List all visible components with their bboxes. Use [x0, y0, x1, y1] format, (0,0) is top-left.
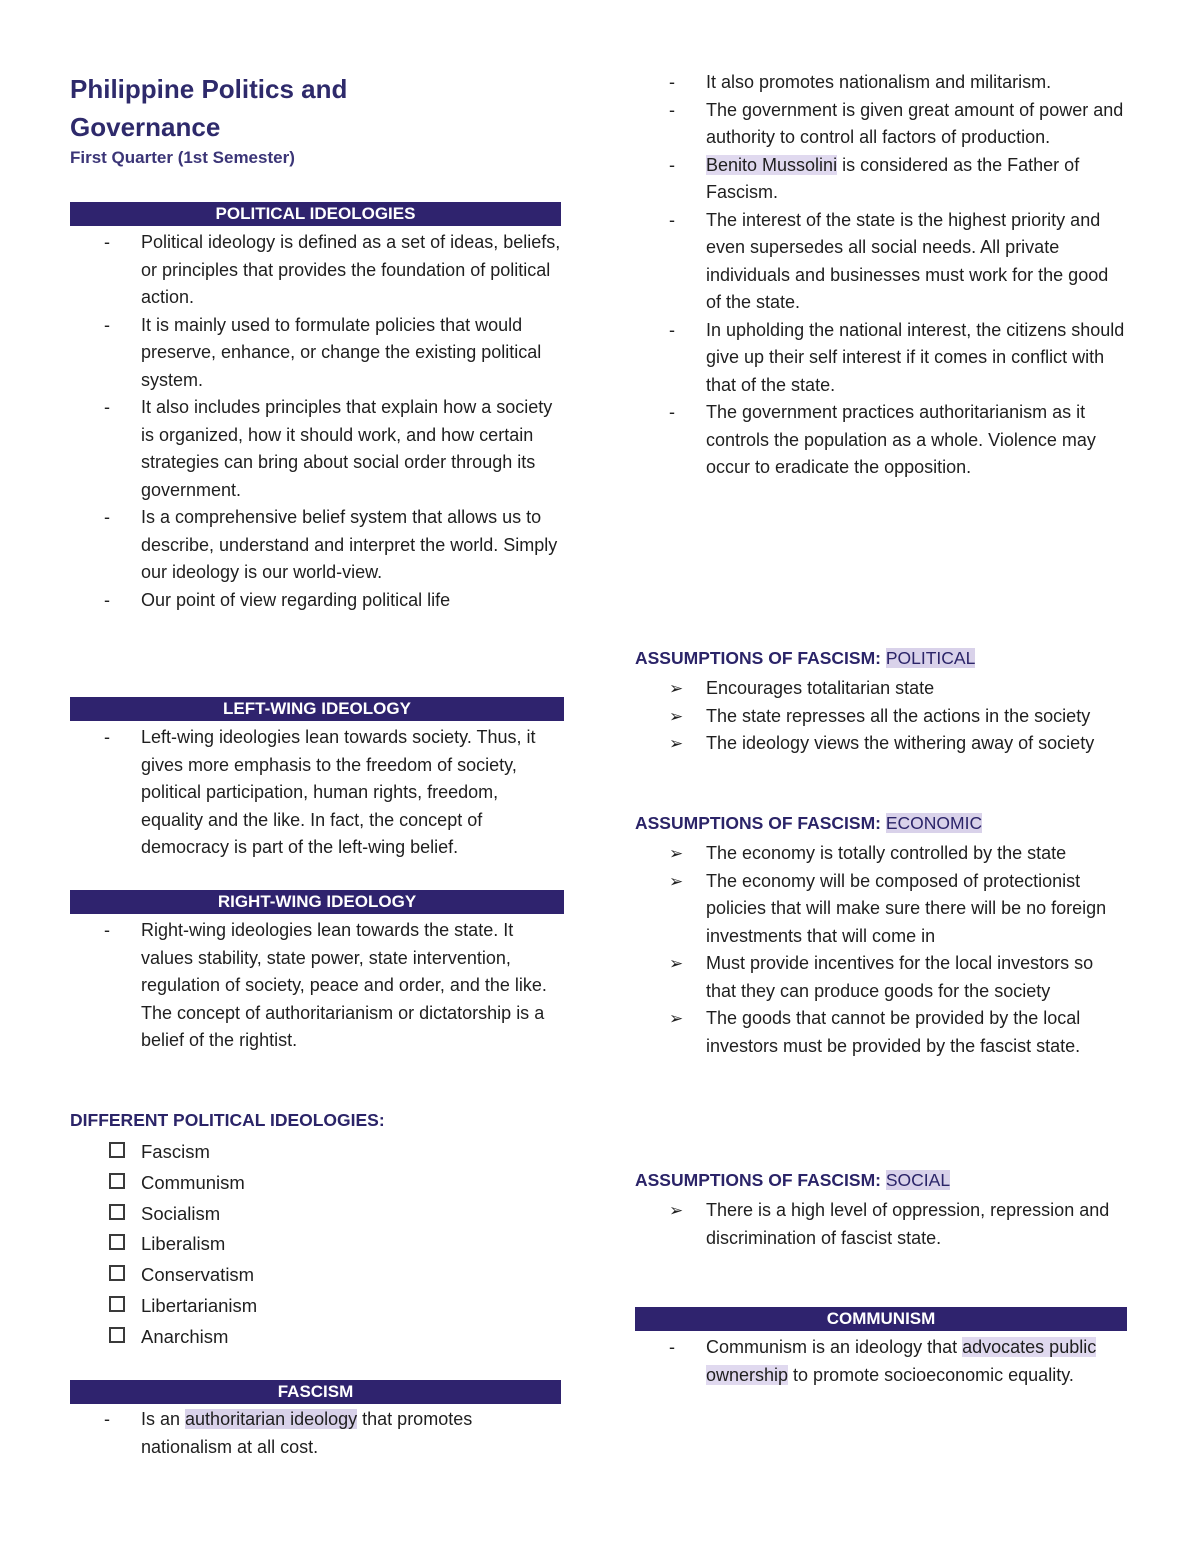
- checkbox-icon[interactable]: [109, 1173, 125, 1189]
- checklist-item: Libertarianism: [70, 1291, 257, 1322]
- communism-header: COMMUNISM: [635, 1307, 1127, 1331]
- list-item: - Communism is an ideology that advocates public ownership to promote socioeconomic equality.: [669, 1337, 1097, 1385]
- checklist-item: Communism: [70, 1168, 257, 1199]
- checkbox-icon[interactable]: [109, 1234, 125, 1250]
- checklist-item: Fascism: [70, 1137, 257, 1168]
- arrow-icon: ➢: [669, 706, 684, 726]
- different-ideologies-heading: DIFFERENT POLITICAL IDEOLOGIES:: [70, 1110, 385, 1130]
- right-wing-list: [70, 917, 564, 1055]
- checklist-item: Conservatism: [70, 1260, 257, 1291]
- checkbox-icon[interactable]: [109, 1296, 125, 1312]
- assumptions-economic-heading: ASSUMPTIONS OF FASCISM: ECONOMIC: [635, 813, 983, 833]
- list-item: - Our point of view regarding political life: [104, 589, 451, 610]
- list-item: - The government is given great amount of power and authority to control all factors of production.: [669, 99, 1124, 147]
- arrow-icon: ➢: [669, 1201, 684, 1220]
- list-item: ➢ The economy will be composed of protectionist policies that will make sure there will be no foreign investments that will come in: [635, 868, 1127, 951]
- page-subtitle: First Quarter (1st Semester): [70, 148, 295, 167]
- right-wing-header: RIGHT-WING IDEOLOGY: [70, 890, 564, 914]
- assumptions-social-heading: ASSUMPTIONS OF FASCISM: SOCIAL: [635, 1170, 951, 1190]
- fascism-list-left: [70, 1406, 564, 1461]
- checkbox-icon[interactable]: [109, 1327, 125, 1343]
- political-ideologies-header: POLITICAL IDEOLOGIES: [70, 202, 561, 226]
- checklist-item: Liberalism: [70, 1229, 257, 1260]
- list-item: - Benito Mussolini is considered as the Father of Fascism.: [669, 154, 1080, 202]
- list-item: - The interest of the state is the highest priority and even supersedes all social needs. All private individuals and businesses must work for the good of the state.: [669, 209, 1109, 312]
- list-item: - The government practices authoritarianism as it controls the population as a whole. Violence may occur to eradicate the opposition.: [669, 402, 1096, 477]
- ideologies-checklist: [70, 1137, 257, 1353]
- highlight: advocates public ownership: [706, 1337, 1097, 1385]
- list-item: ➢ The economy is totally controlled by the state: [635, 840, 1127, 868]
- assumptions-economic-list: [635, 840, 1127, 1060]
- checkbox-icon[interactable]: [109, 1142, 125, 1158]
- arrow-icon: ➢: [669, 871, 684, 891]
- list-item: ➢ Must provide incentives for the local investors so that they can produce goods for the society: [635, 950, 1127, 1005]
- assumptions-political-list: [635, 675, 1127, 758]
- highlight: ECONOMIC: [885, 813, 983, 833]
- assumptions-political-heading: ASSUMPTIONS OF FASCISM: POLITICAL: [635, 648, 976, 668]
- highlight: POLITICAL: [885, 648, 976, 668]
- list-item: - Right-wing ideologies lean towards the state. It values stability, state power, state intervention, regulation of society, peace and order, and the like. The concept of authoritarianism or dictatorship is a belief of the rightist.: [104, 920, 547, 1050]
- list-item: ➢ The state represses all the actions in the society: [635, 703, 1127, 731]
- fascism-header: FASCISM: [70, 1380, 561, 1404]
- list-item: - It also promotes nationalism and militarism.: [669, 72, 1052, 92]
- assumptions-social-list: [635, 1197, 1127, 1252]
- arrow-icon: ➢: [669, 679, 684, 698]
- checkbox-icon[interactable]: [109, 1265, 125, 1281]
- list-item: - Is a comprehensive belief system that allows us to describe, understand and interpret the world. Simply our ideology is our world-view.: [104, 507, 558, 582]
- list-item: - It also includes principles that explain how a society is organized, how it should work, and how certain strategies can bring about social order through its government.: [104, 397, 553, 500]
- arrow-icon: ➢: [669, 734, 684, 753]
- checklist-item: Anarchism: [70, 1322, 257, 1353]
- fascism-list-right: [635, 69, 1127, 482]
- left-wing-list: [70, 724, 564, 862]
- list-item: - Political ideology is defined as a set of ideas, beliefs, or principles that provides the foundation of political action.: [104, 232, 561, 307]
- list-item: - In upholding the national interest, the citizens should give up their self interest if it comes in conflict with that of the state.: [669, 319, 1125, 395]
- arrow-icon: ➢: [669, 844, 684, 863]
- page-title: Philippine Politics and Governance: [70, 74, 348, 142]
- list-item: ➢ The goods that cannot be provided by the local investors must be provided by the fascist state.: [635, 1005, 1127, 1060]
- communism-list: [635, 1334, 1127, 1389]
- list-item: - Left-wing ideologies lean towards society. Thus, it gives more emphasis to the freedom of society, political participation, human rights, freedom, equality and the like. In fact, the concept of democracy is part of the left-wing belief.: [104, 727, 536, 857]
- list-item: ➢ There is a high level of oppression, repression and discrimination of fascist state.: [635, 1197, 1127, 1252]
- highlight: authoritarian ideology: [185, 1409, 358, 1429]
- list-item: ➢ Encourages totalitarian state: [635, 675, 1127, 703]
- checklist-item: Socialism: [70, 1199, 257, 1230]
- left-wing-header: LEFT-WING IDEOLOGY: [70, 697, 564, 721]
- list-item: - Is an authoritarian ideology that promotes nationalism at all cost.: [104, 1409, 473, 1457]
- political-ideologies-list: [70, 229, 564, 614]
- checkbox-icon[interactable]: [109, 1204, 125, 1220]
- arrow-icon: ➢: [669, 954, 684, 973]
- highlight: Benito Mussolini: [706, 154, 838, 175]
- arrow-icon: ➢: [669, 1009, 684, 1028]
- list-item: ➢ The ideology views the withering away of society: [635, 730, 1127, 758]
- highlight: SOCIAL: [885, 1170, 951, 1190]
- list-item: - It is mainly used to formulate policies that would preserve, enhance, or change the existing political system.: [104, 314, 542, 390]
